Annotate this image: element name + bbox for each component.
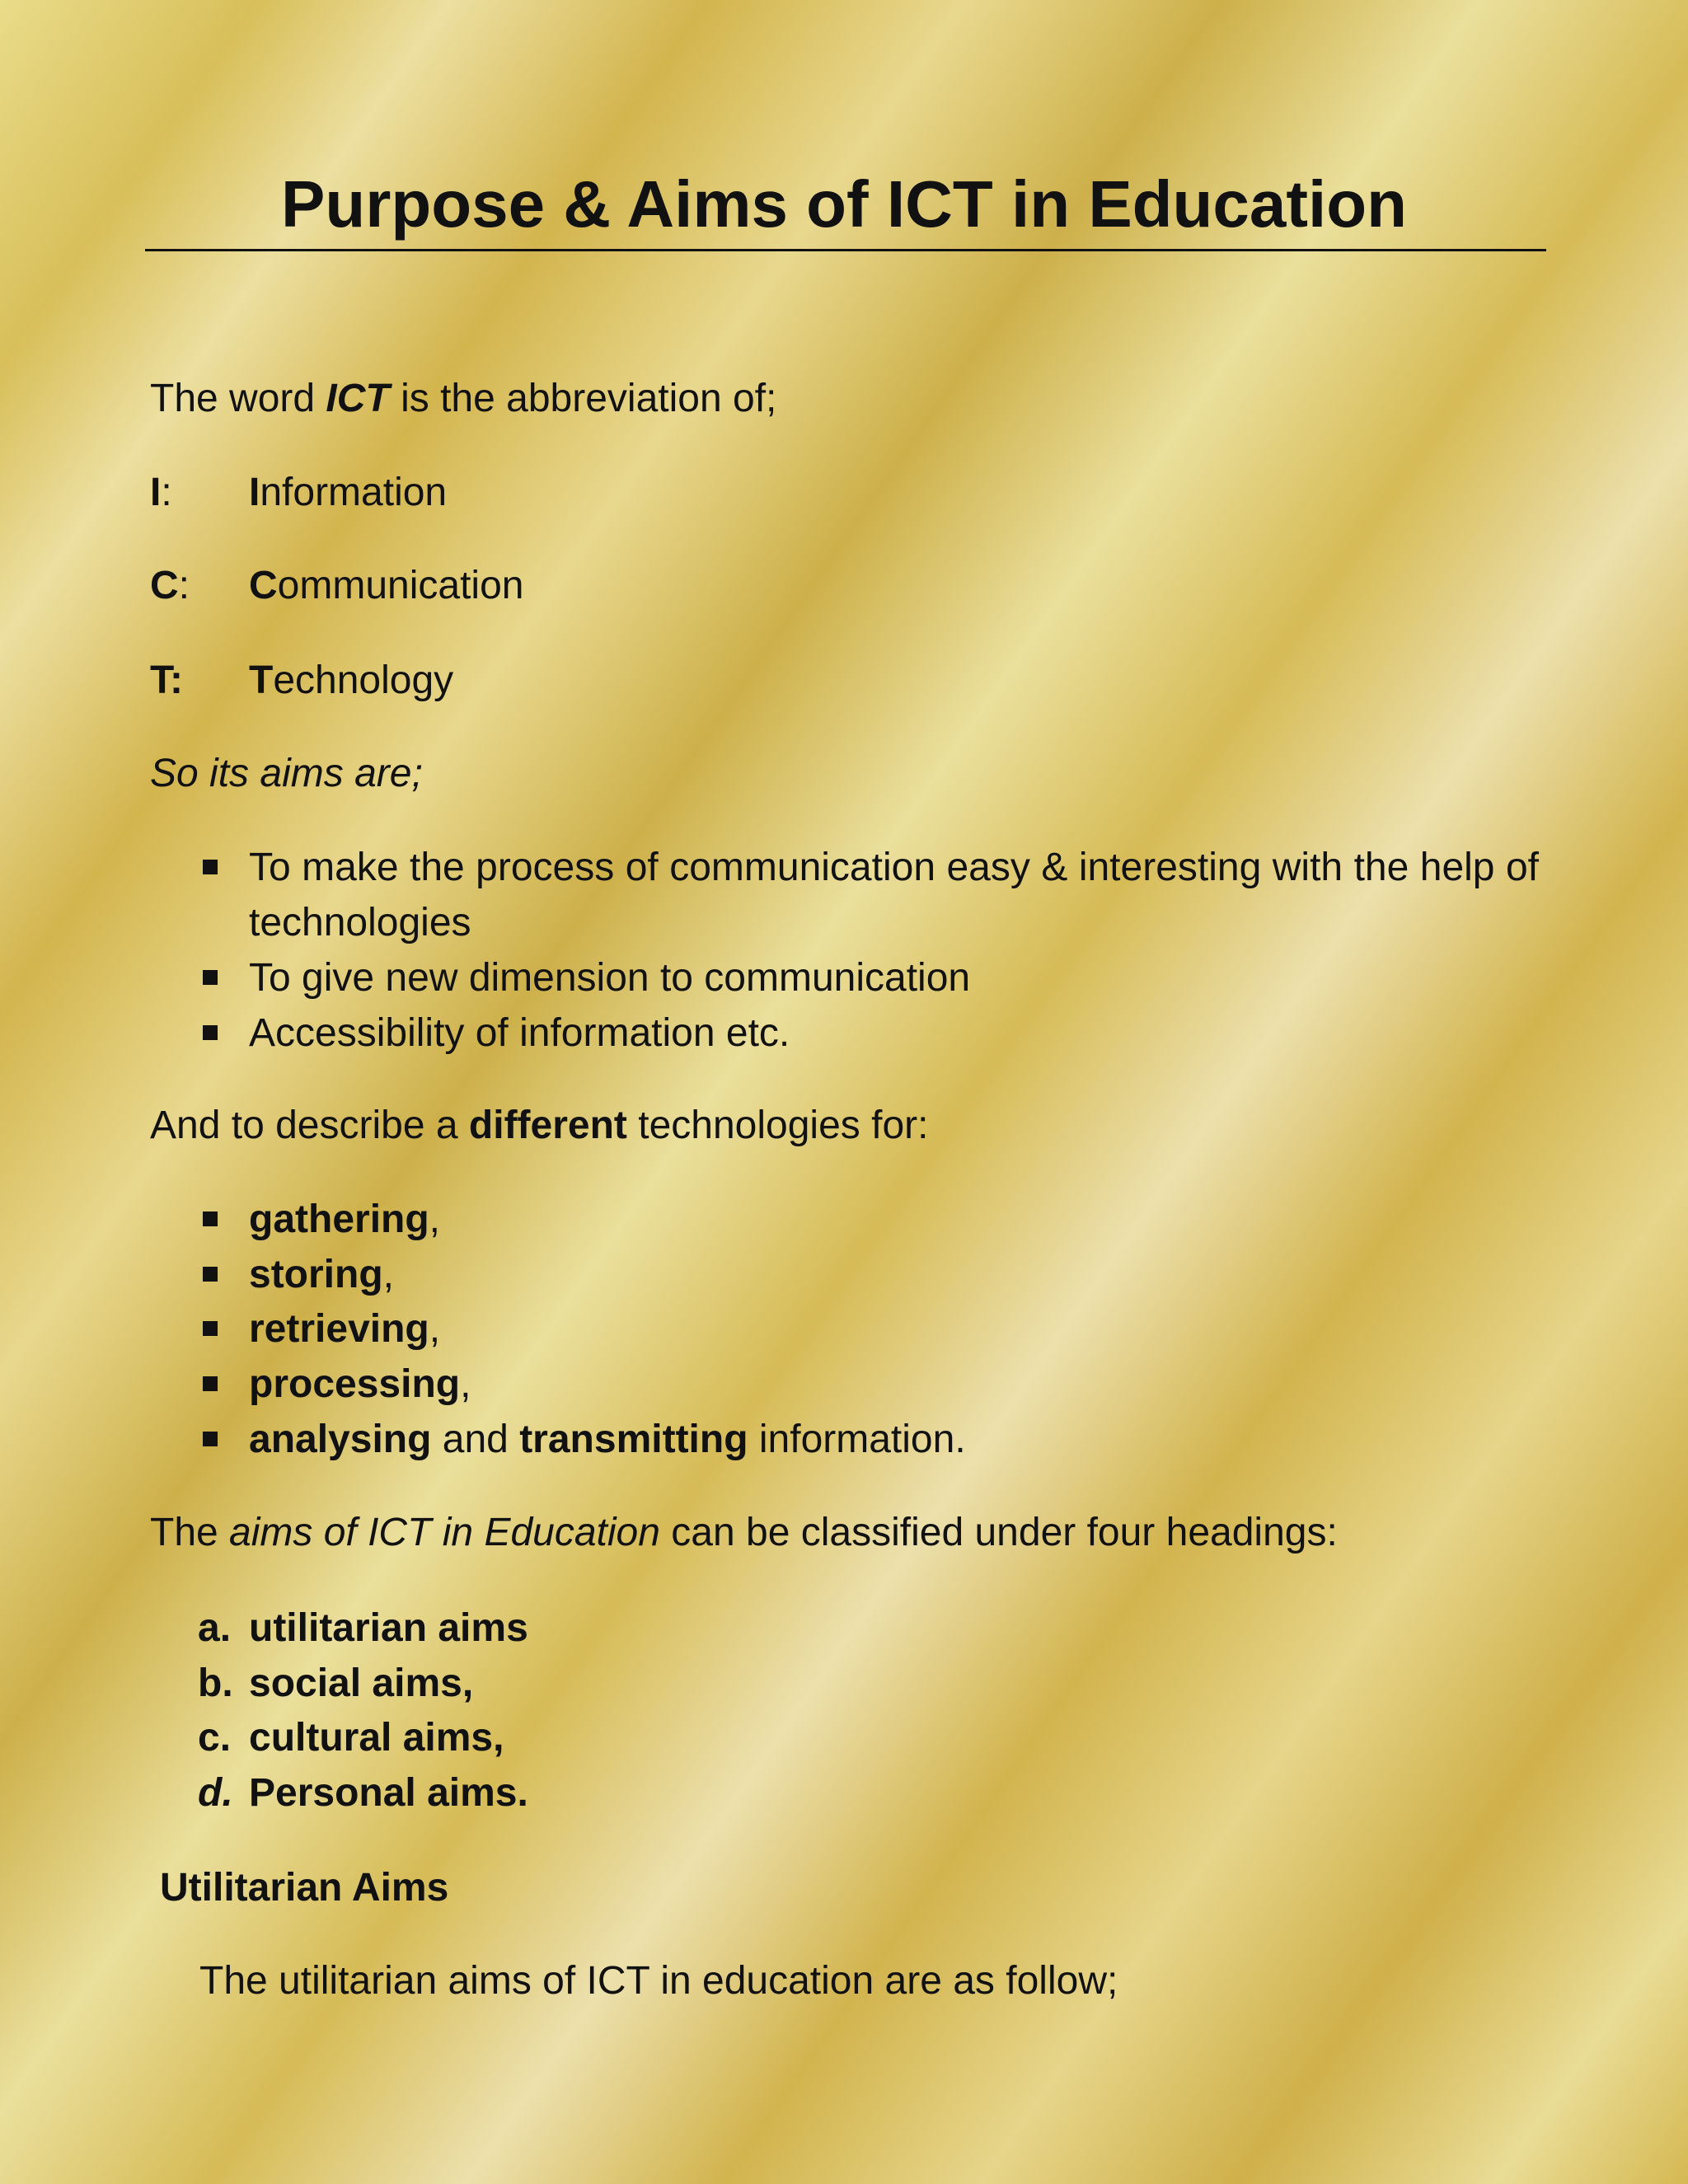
list-marker: a. (198, 1606, 232, 1650)
technology-item (249, 1192, 1539, 1247)
technology-item (249, 1412, 1539, 1467)
technology-term: storing (249, 1253, 383, 1296)
title-underline (145, 249, 1546, 251)
abbr-letter-t (150, 656, 183, 705)
heading-item: cultural aims, (249, 1716, 504, 1760)
technology-item (249, 1247, 1539, 1302)
describe-text-after: technologies for: (626, 1104, 929, 1147)
abbr-word-technology (249, 656, 453, 705)
intro-text-after: is the abbreviation of; (389, 377, 777, 420)
abbr-separator: : (161, 471, 172, 514)
abbr-initial: T (249, 658, 274, 702)
abbr-letter-text: T: (150, 658, 183, 702)
bullet-square-icon (203, 1267, 218, 1282)
heading-item: utilitarian aims (249, 1606, 528, 1650)
intro-text-before: The word (150, 377, 326, 420)
list-marker: c. (198, 1716, 232, 1760)
technology-term: analysing (249, 1418, 432, 1461)
bullet-square-icon (203, 970, 218, 985)
aim-item: Accessibility of information etc. (249, 1011, 790, 1055)
intro-term: ICT (326, 377, 390, 420)
aim-item: To give new dimension to communication (249, 956, 971, 1000)
abbr-separator: : (178, 564, 190, 607)
classified-italic: aims of ICT in Education (229, 1511, 660, 1554)
heading-item: Personal aims. (249, 1771, 528, 1815)
describe-paragraph (150, 1101, 928, 1151)
abbr-initial: C (249, 564, 278, 607)
technology-item (249, 1357, 1539, 1412)
technology-punct: , (460, 1362, 471, 1406)
list-marker: d. (198, 1771, 233, 1815)
abbr-initial: I (249, 471, 260, 514)
technology-punct: , (429, 1197, 441, 1241)
bullet-square-icon (203, 860, 218, 874)
classified-text-after: can be classified under four headings: (659, 1511, 1338, 1554)
technology-tail: information. (748, 1418, 966, 1461)
technology-term: retrieving (249, 1307, 429, 1351)
intro-paragraph (150, 374, 776, 424)
technology-term: transmitting (519, 1418, 748, 1461)
section-paragraph: The utilitarian aims of ICT in education are as follow; (199, 1959, 1118, 2003)
classified-text-before: The (150, 1511, 230, 1554)
abbr-rest: echnology (273, 658, 454, 702)
aim-item: To make the process of communication easy & interesting with the help of technologies (249, 846, 1539, 944)
abbr-rest: ommunication (277, 564, 524, 607)
classified-paragraph (150, 1508, 1338, 1558)
page-title: Purpose & Aims of ICT in Education (280, 167, 1407, 241)
technology-item (249, 1301, 1539, 1357)
abbr-rest: nformation (260, 471, 448, 514)
abbr-letter-c (150, 561, 190, 611)
bullet-square-icon (203, 1376, 218, 1391)
heading-item: social aims, (249, 1661, 474, 1705)
section-heading: Utilitarian Aims (160, 1866, 449, 1910)
technology-conjunction: and (431, 1418, 520, 1461)
bullet-square-icon (203, 1025, 218, 1040)
bullet-square-icon (203, 1432, 218, 1446)
technology-term: gathering (249, 1197, 429, 1241)
technology-punct: , (382, 1253, 394, 1296)
abbr-letter-text: I (150, 471, 162, 514)
describe-bold: different (468, 1104, 627, 1147)
bullet-square-icon (203, 1212, 218, 1226)
bullet-square-icon (203, 1321, 218, 1336)
aims-heading: So its aims are; (150, 752, 423, 795)
technology-punct: , (429, 1307, 441, 1351)
abbr-word-information (249, 468, 447, 518)
abbr-letter-i (150, 468, 172, 518)
technology-term: processing (249, 1362, 461, 1406)
abbr-word-communication (249, 561, 523, 611)
abbr-letter-text: C (150, 564, 179, 607)
list-marker: b. (198, 1661, 233, 1705)
describe-text-before: And to describe a (150, 1104, 469, 1147)
